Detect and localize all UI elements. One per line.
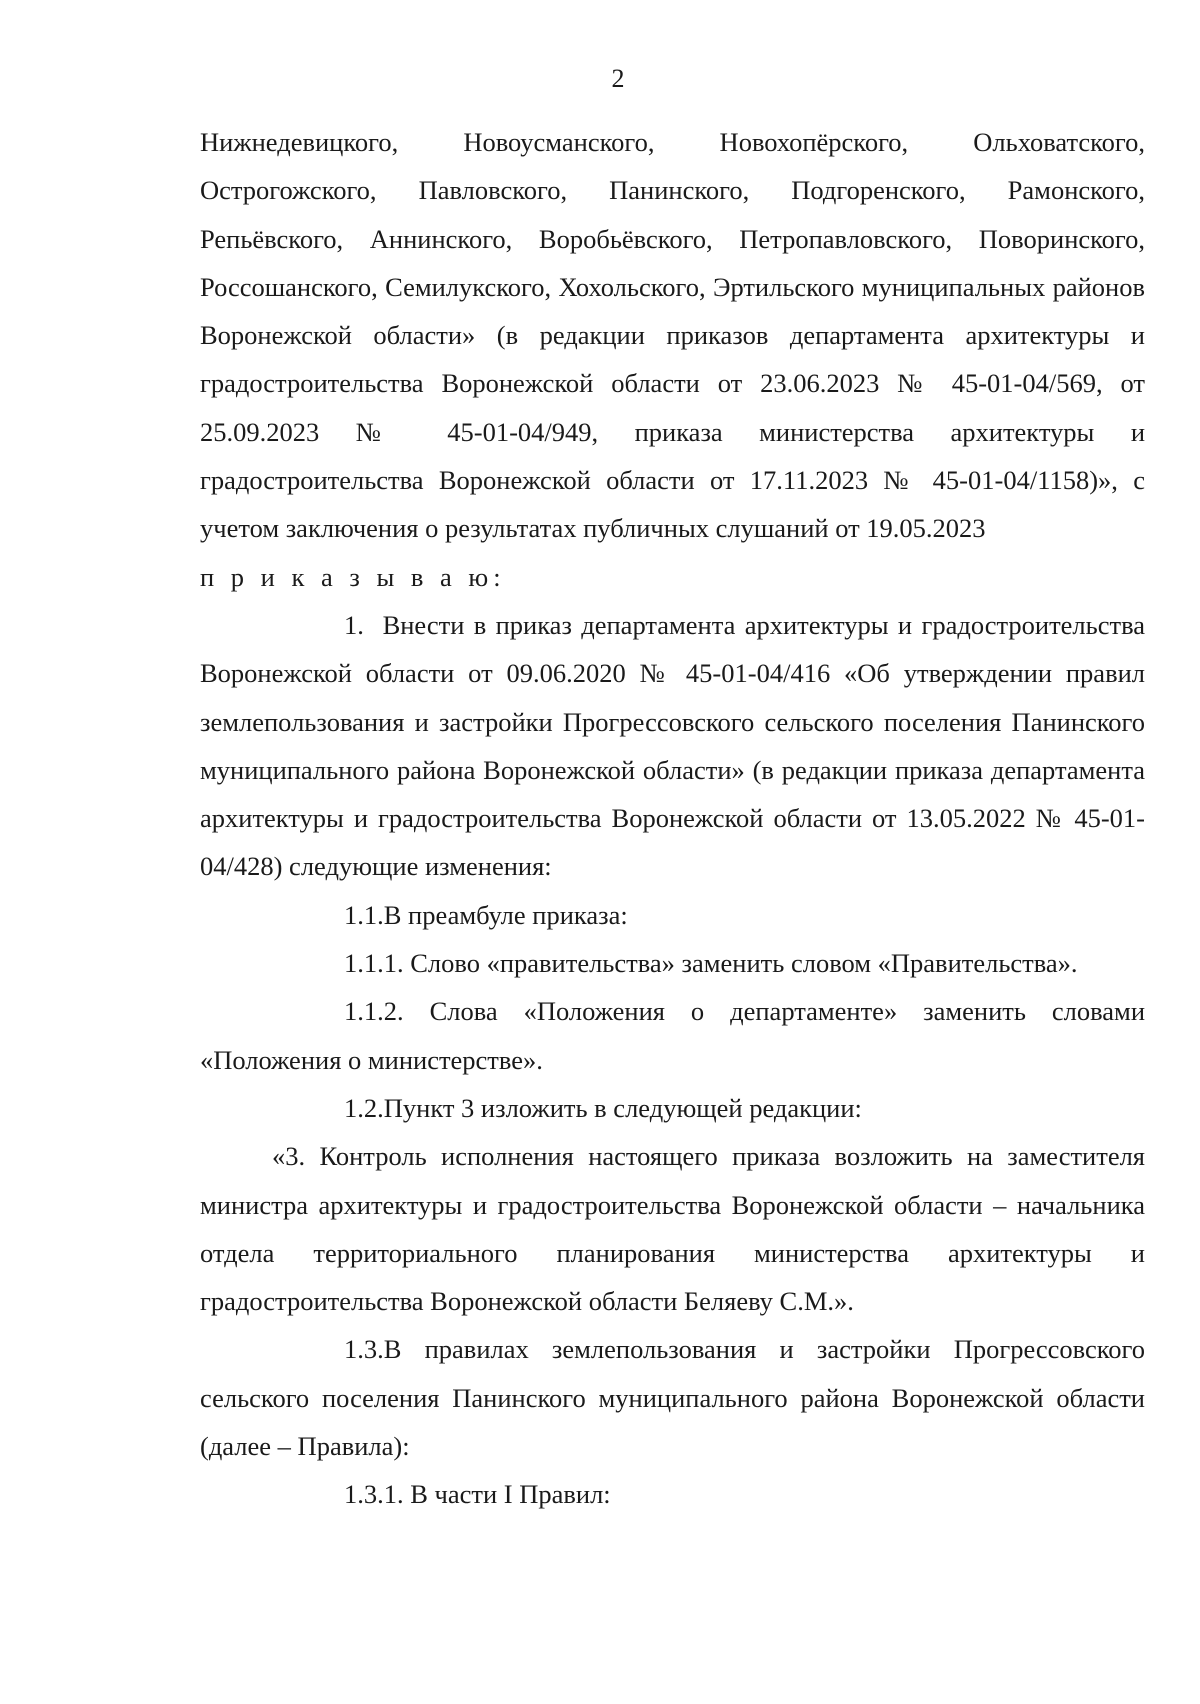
page-number: 2 [611,64,625,93]
paragraph-item-1-2 [200,1084,1145,1132]
item-text: Пункт 3 изложить в следующей редакции: [383,1092,862,1123]
paragraph-item-1-3-1 [200,1470,1145,1518]
item-number: 1.1. [344,899,384,930]
item-text: Слова «Положения о департаменте» заменить словами «Положения о министерстве». [200,996,1145,1075]
item-number: 1.3. [344,1334,384,1365]
item-number: 1.2. [344,1092,384,1123]
paragraph-item-1-1 [200,891,1145,939]
paragraph-item-1 [200,601,1145,891]
paragraph-item-1-1-2 [200,987,1145,1084]
paragraph-item-1-1-1 [200,939,1145,987]
item-text: Слово «правительства» заменить словом «Правительства». [410,948,1078,979]
document-body [200,118,1145,1519]
paragraph-preamble-continuation: Нижнедевицкого, Новоусманского, Новохопёрского, Ольховатского, Острогожского, Павловского, Панинского, Подгоренского, Рамонского, Репьёвского, Аннинского, Воробьёвского, Петропавловского, Поворинского, Россошанского, Семилукского, Хохольского, Эртильского муниципальных районов Воронежской области» (в редакции приказов департамента архитектуры и градостроительства Воронежской области от 23.06.2023 № 45-01-04/569, от 25.09.2023 № 45-01-04/949, приказа министерства архитектуры и градостроительства Воронежской области от 17.11.2023 № 45-01-04/1158)», с учетом заключения о результатах публичных слушаний от 19.05.2023 [200,127,1145,544]
paragraph-item-1-3 [200,1325,1145,1470]
item-text: Внести в приказ департамента архитектуры и градостроительства Воронежской области от 09.06.2020 № 45-01-04/416 «Об утверждении правил землепользования и застройки Прогрессовского сельского поселения Панинского муниципального района Воронежской области» (в редакции приказа департамента архитектуры и градостроительства Воронежской области от 13.05.2022 № 45-01-04/428) следующие изменения: [200,609,1146,882]
item-number: 1.1.1. [344,948,404,979]
item-number: 1. [344,609,364,640]
paragraph-quoted-item-3: «3. Контроль исполнения настоящего приказа возложить на заместителя министра архитектуры и градостроительства Воронежской области – начальника отдела территориального планирования министерства архитектуры и градостроительства Воронежской области Беляеву С.М.». [200,1141,1145,1317]
item-number: 1.1.2. [344,996,404,1027]
paragraph-order-word: п р и к а з ы в а ю: [200,561,506,592]
item-text: В правилах землепользования и застройки Прогрессовского сельского поселения Панинского муниципального района Воронежской области (далее – Правила): [200,1334,1145,1462]
item-text: В преамбуле приказа: [383,899,628,930]
item-number: 1.3.1. [344,1479,404,1510]
item-text: В части I Правил: [410,1479,611,1510]
